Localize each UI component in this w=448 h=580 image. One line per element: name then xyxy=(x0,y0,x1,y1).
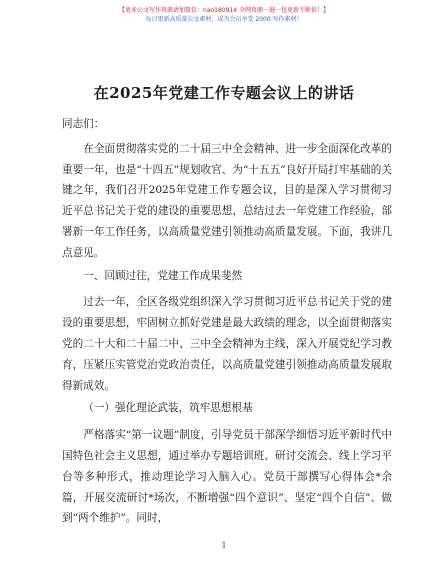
promo-banner-line1: 【更多公文写作资源请加微信：nao180914 全网资源一键一包更新不断供！】 xyxy=(119,7,329,14)
paragraph-subsection-1: 严格落实“第一议题”制度，引导党员干部深学细悟习近平新时代中国特色社会主义思想，通过举办专题培训班、研讨交流会、线上学习平台等多种形式，推动理论学习入脑入心。党员干部撰写心得体会*余篇，开展交流研讨*场次，不断增强“四个意识”、坚定“四个自信”、做到“两个维护”。同时， xyxy=(62,429,392,525)
page-number: 1 xyxy=(221,541,227,550)
document-title: 在2025年党建工作专题会议上的讲话 xyxy=(93,84,355,102)
section-heading-1: 一、回顾过往，党建工作成果斐然 xyxy=(83,269,243,282)
promo-banner xyxy=(0,6,448,24)
document-body xyxy=(62,114,392,529)
promo-banner-line2: 每日更新高质量公文素材，成为会员享受 2000 写作素材！ xyxy=(145,16,303,23)
subsection-heading-1: （一）强化理论武装，筑牢思想根基 xyxy=(83,402,253,415)
greeting: 同志们： xyxy=(62,118,105,130)
paragraph-intro: 在全面贯彻落实党的二十届三中全会精神、进一步全面深化改革的重要一年，也是“十四五”规划收官、为“十五五”良好开局打牢基础的关键之年，我们召开2025年党建工作专题会议，目的是深入学习贯彻习近平总书记关于党的建设的重要思想，总结过去一年党建工作经验，部署新一年工作任务，以高质量党建引领推动高质量发展。下面，我讲几点意见。 xyxy=(62,142,392,259)
paragraph-section-1: 过去一年，全区各级党组织深入学习贯彻习近平总书记关于党的建设的重要思想，牢固树立抓好党建是最大政绩的理念，以全面贯彻落实党的二十大和二十届二中、三中全会精神为主线，深入开展党纪学习教育，压紧压实管党治党政治责任，以高质量党建引领推动高质量发展取得新成效。 xyxy=(62,296,392,392)
